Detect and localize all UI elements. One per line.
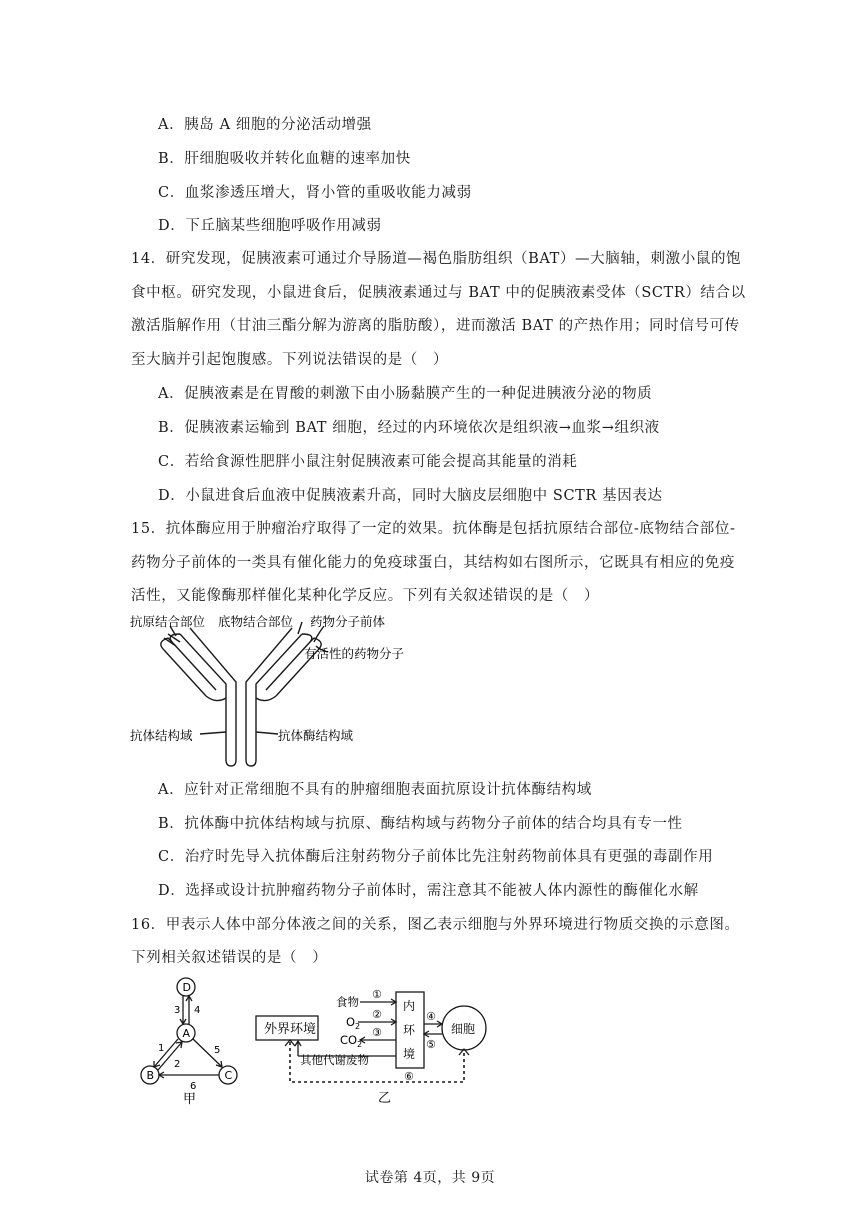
label-num-3: ③ (372, 1026, 382, 1039)
label-internal-3: 境 (403, 1047, 416, 1061)
node-c-label: C (224, 1069, 233, 1082)
q15-stem-line-3: 活性，又能像酶那样催化某种化学反应。下列有关叙述错误的是（ ） (131, 588, 600, 604)
figure-jia-body-fluids (128, 975, 258, 1107)
label-internal-2: 环 (403, 1023, 416, 1037)
label-num-5: ⑤ (426, 1038, 436, 1051)
label-food: 食物 (336, 995, 359, 1009)
label-o2: O (346, 1015, 356, 1029)
q15-option-d: D．选择或设计抗肿瘤药物分子前体时，需注意其不能被人体内源性的酶催化水解 (158, 883, 699, 899)
q15-stem-line-2: 药物分子前体的一类具有催化能力的免疫球蛋白，其结构如右图所示，它既具有相应的免疫 (131, 555, 735, 571)
caption-yi: 乙 (378, 1091, 392, 1104)
page-footer: 试卷第 4页，共 9页 (364, 1170, 496, 1186)
q13-option-a: A．胰岛 A 细胞的分泌活动增强 (158, 117, 372, 133)
q14-stem-line-3: 激活脂解作用（甘油三酯分解为游离的脂肪酸），进而激活 BAT 的产热作用；同时信号可传 (131, 318, 740, 334)
label-cell: 细胞 (451, 1022, 476, 1036)
label-num-4: ④ (426, 1010, 436, 1023)
q14-option-c: C．若给食源性肥胖小鼠注射促胰液素可能会提高其能量的消耗 (158, 454, 578, 470)
q15-option-c: C．治疗时先导入抗体酶后注射药物分子前体比先注射药物前体具有更强的毒副作用 (158, 849, 714, 865)
label-co2-subscript: 2 (357, 1040, 363, 1049)
label-substrate-site: 底物结合部位 (218, 614, 294, 629)
edge-label-3: 3 (174, 1005, 181, 1016)
q13-option-d: D．下丘脑某些细胞呼吸作用减弱 (158, 218, 382, 234)
node-a-label: A (182, 1027, 191, 1040)
label-active-drug: 有活性的药物分子 (304, 646, 405, 661)
figure-yi-exchange (250, 984, 500, 1104)
node-d-label: D (182, 981, 191, 994)
label-other-waste: 其他代谢废物 (300, 1053, 369, 1067)
label-antibody-domain: 抗体结构域 (130, 728, 193, 743)
label-prodrug: 药物分子前体 (310, 614, 386, 629)
q13-option-b: B．肝细胞吸收并转化血糖的速率加快 (158, 151, 411, 167)
q14-option-d: D．小鼠进食后血液中促胰液素升高，同时大脑皮层细胞中 SCTR 基因表达 (158, 488, 663, 504)
label-outside-environment: 外界环境 (264, 1022, 317, 1037)
label-co2: CO (340, 1033, 358, 1047)
edge-label-1: 1 (158, 1043, 165, 1054)
q14-option-a: A．促胰液素是在胃酸的刺激下由小肠黏膜产生的一种促进胰液分泌的物质 (158, 386, 653, 402)
edge-label-4: 4 (194, 1005, 201, 1016)
q13-option-c: C．血浆渗透压增大，肾小管的重吸收能力减弱 (158, 185, 472, 201)
q14-stem-line-1: 14．研究发现，促胰液素可通过介导肠道—褐色脂肪组织（BAT）—大脑轴，刺激小鼠的饱 (131, 251, 742, 267)
q14-stem-line-4: 至大脑并引起饱腹感。下列说法错误的是（ ） (131, 352, 449, 368)
edge-label-6: 6 (190, 1081, 197, 1092)
label-antigen-site: 抗原结合部位 (130, 614, 206, 629)
q15-option-b: B．抗体酶中抗体结构域与抗原、酶结构域与药物分子前体的结合均具有专一性 (158, 816, 683, 832)
q14-stem-line-2: 食中枢。研究发现，小鼠进食后，促胰液素通过与 BAT 中的促胰液素受体（SCTR）结合以 (131, 285, 746, 301)
caption-jia: 甲 (183, 1092, 197, 1107)
antibody-enzyme-figure (128, 612, 428, 772)
q16-stem-line-2: 下列相关叙述错误的是（ ） (131, 950, 328, 966)
q14-option-b: B．促胰液素运输到 BAT 细胞，经过的内环境依次是组织液→血浆→组织液 (158, 420, 660, 436)
label-num-2: ② (372, 1008, 382, 1021)
label-internal-1: 内 (403, 999, 416, 1013)
label-o2-subscript: 2 (355, 1022, 361, 1031)
q15-stem-line-1: 15．抗体酶应用于肿瘤治疗取得了一定的效果。抗体酶是包括抗原结合部位-底物结合部位- (131, 521, 736, 537)
edge-label-5: 5 (214, 1045, 221, 1056)
label-num-1: ① (372, 988, 382, 1001)
q15-option-a: A．应针对正常细胞不具有的肿瘤细胞表面抗原设计抗体酶结构域 (158, 782, 592, 798)
q16-stem-line-1: 16．甲表示人体中部分体液之间的关系，图乙表示细胞与外界环境进行物质交换的示意图。 (131, 917, 740, 933)
node-b-label: B (146, 1069, 155, 1082)
label-enzyme-domain: 抗体酶结构域 (278, 728, 354, 743)
label-num-6: ⑥ (404, 1070, 414, 1083)
edge-label-2: 2 (174, 1059, 181, 1070)
